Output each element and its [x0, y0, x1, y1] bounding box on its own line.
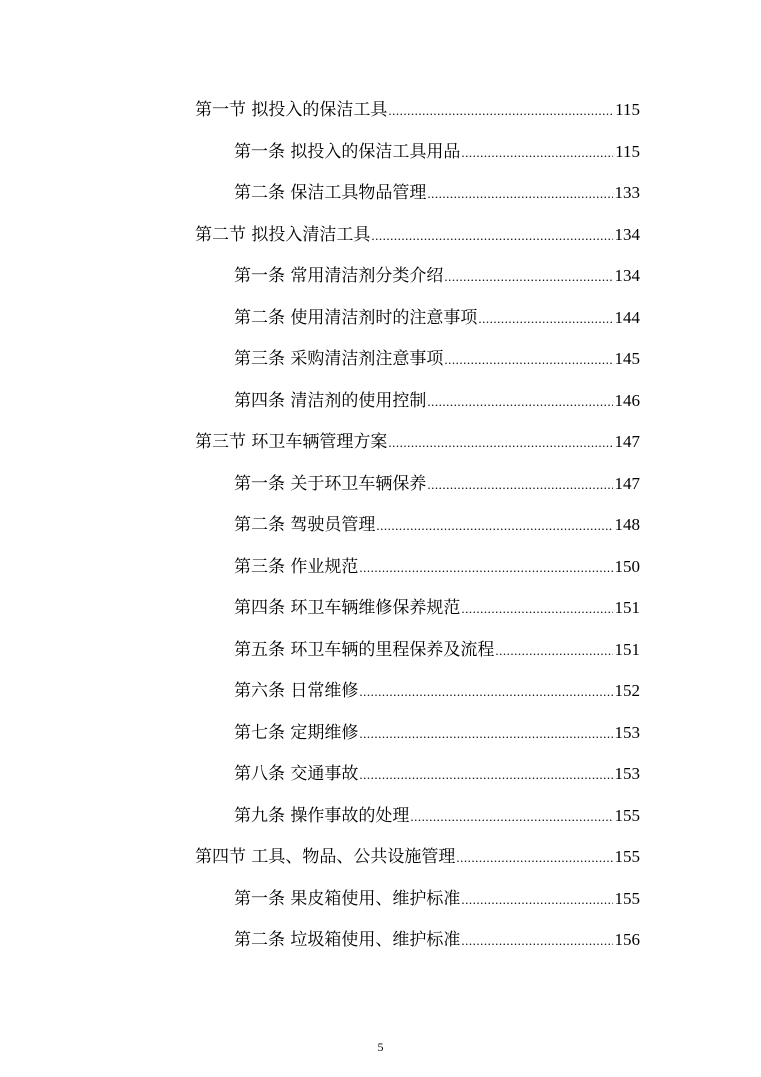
toc-leader-dots: [359, 754, 613, 796]
toc-entry-section[interactable]: [0, 89, 761, 131]
toc-entry-page: 153: [614, 764, 640, 783]
toc-leader-dots: [388, 422, 613, 464]
toc-entry-page: 153: [614, 722, 640, 742]
toc-leader-dots: [461, 879, 613, 921]
toc-entry-article[interactable]: [0, 629, 761, 671]
toc-entry-title: 第二条 保洁工具物品管理: [234, 183, 427, 203]
toc-entry-article[interactable]: [0, 504, 761, 546]
toc-entry-section[interactable]: [0, 214, 761, 256]
toc-entry-title: 第四节 工具、物品、公共设施管理: [195, 847, 456, 867]
toc-entry-title: 第三节 环卫车辆管理方案: [195, 432, 388, 452]
toc-entry-page: 134: [614, 224, 640, 244]
toc-leader-dots: [388, 90, 613, 132]
toc-leader-dots: [427, 173, 613, 215]
toc-entry-page: 151: [614, 598, 640, 617]
toc-entry-title: 第七条 定期维修: [234, 722, 359, 743]
table-of-contents: [0, 89, 761, 961]
toc-entry-title: 第三条 采购清洁剂注意事项: [234, 349, 444, 369]
toc-entry-page: 147: [614, 473, 640, 493]
toc-entry-section[interactable]: [0, 421, 761, 463]
toc-entry-title: 第二条 驾驶员管理: [234, 515, 376, 535]
toc-entry-title: 第五条 环卫车辆的里程保养及流程: [234, 639, 495, 660]
toc-entry-page: 156: [614, 930, 640, 949]
toc-entry-page: 155: [614, 847, 640, 866]
toc-leader-dots: [444, 256, 613, 298]
toc-entry-title: 第一节 拟投入的保洁工具: [195, 100, 388, 120]
toc-leader-dots: [495, 630, 613, 672]
toc-entry-title: 第八条 交通事故: [234, 764, 359, 784]
toc-leader-dots: [359, 713, 613, 755]
toc-leader-dots: [359, 671, 613, 713]
toc-leader-dots: [427, 464, 613, 506]
toc-entry-title: 第二条 使用清洁剂时的注意事项: [234, 307, 478, 328]
toc-leader-dots: [461, 588, 613, 630]
toc-entry-article[interactable]: [0, 546, 761, 588]
toc-entry-article[interactable]: [0, 753, 761, 795]
toc-entry-page: 145: [614, 349, 640, 368]
toc-entry-title: 第四条 环卫车辆维修保养规范: [234, 598, 461, 618]
toc-entry-article[interactable]: [0, 131, 761, 173]
toc-entry-title: 第一条 常用清洁剂分类介绍: [234, 266, 444, 286]
toc-entry-title: 第一条 果皮箱使用、维护标准: [234, 888, 461, 909]
toc-entry-article[interactable]: [0, 670, 761, 712]
toc-entry-title: 第六条 日常维修: [234, 681, 359, 701]
toc-entry-article[interactable]: [0, 919, 761, 961]
page-number: 5: [377, 1040, 384, 1054]
toc-entry-page: 155: [614, 805, 640, 825]
toc-entry-title: 第九条 操作事故的处理: [234, 805, 410, 826]
toc-leader-dots: [456, 837, 613, 879]
toc-entry-page: 148: [614, 515, 640, 534]
toc-entry-page: 150: [614, 556, 640, 576]
toc-leader-dots: [478, 298, 613, 340]
toc-entry-article[interactable]: [0, 172, 761, 214]
toc-entry-page: 144: [614, 307, 640, 327]
toc-leader-dots: [410, 796, 613, 838]
toc-entry-article[interactable]: [0, 712, 761, 754]
toc-leader-dots: [376, 505, 613, 547]
toc-entry-article[interactable]: [0, 587, 761, 629]
toc-entry-title: 第四条 清洁剂的使用控制: [234, 390, 427, 411]
toc-entry-title: 第一条 拟投入的保洁工具用品: [234, 141, 461, 162]
toc-entry-article[interactable]: [0, 255, 761, 297]
toc-entry-article[interactable]: [0, 878, 761, 920]
toc-entry-page: 147: [614, 432, 640, 451]
toc-entry-article[interactable]: [0, 380, 761, 422]
toc-leader-dots: [461, 132, 613, 174]
toc-entry-title: 第三条 作业规范: [234, 556, 359, 577]
toc-leader-dots: [359, 547, 613, 589]
toc-entry-page: 115: [615, 100, 640, 119]
toc-entry-article[interactable]: [0, 338, 761, 380]
toc-entry-article[interactable]: [0, 795, 761, 837]
toc-entry-page: 152: [614, 681, 640, 700]
toc-entry-page: 151: [614, 639, 640, 659]
toc-entry-page: 146: [614, 390, 640, 410]
toc-entry-section[interactable]: [0, 836, 761, 878]
toc-entry-page: 134: [614, 266, 640, 285]
toc-leader-dots: [427, 381, 613, 423]
toc-leader-dots: [444, 339, 613, 381]
toc-entry-page: 115: [615, 141, 640, 161]
toc-leader-dots: [371, 215, 613, 257]
toc-entry-article[interactable]: [0, 297, 761, 339]
toc-leader-dots: [461, 920, 613, 962]
toc-entry-page: 155: [614, 888, 640, 908]
toc-entry-title: 第一条 关于环卫车辆保养: [234, 473, 427, 494]
toc-entry-title: 第二条 垃圾箱使用、维护标准: [234, 930, 461, 950]
toc-entry-article[interactable]: [0, 463, 761, 505]
toc-entry-title: 第二节 拟投入清洁工具: [195, 224, 371, 245]
toc-entry-page: 133: [614, 183, 640, 202]
